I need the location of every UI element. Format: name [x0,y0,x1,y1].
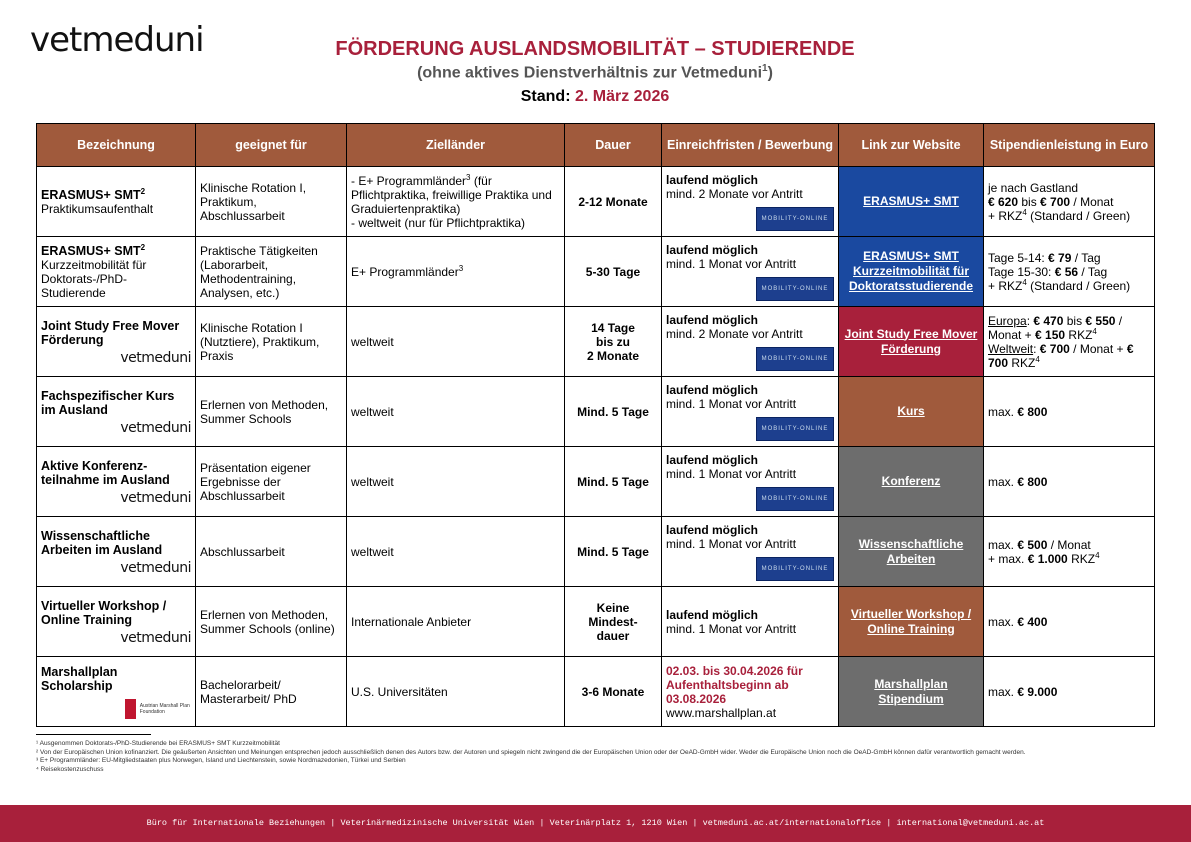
target-countries: E+ Programmländer$^3$ [347,237,565,307]
target-countries: weltweit [347,307,565,377]
target-countries: Internationale Anbieter [347,587,565,657]
target-countries: U.S. Universitäten [347,657,565,727]
website-link-cell [839,657,984,727]
table-row [37,657,1155,727]
table-row [37,307,1155,377]
website-link-cell [839,587,984,657]
footnote: ¹ Ausgenommen Doktorats-/PhD-Studierende bei ERASMUS+ SMT Kurzzeitmobilität [36,740,280,747]
suitable-for: Praktische Tätigkeiten (Laborarbeit, Methodentraining, Analysen, etc.) [196,237,347,307]
duration: Mind. 5 Tage [565,447,662,517]
link-erasmus-smt[interactable]: ERASMUS+ SMT [839,167,983,236]
website-link-cell [839,377,984,447]
stipend: je nach Gastland € 620 bis € 700 / Monat + $RKZ^4$ (Standard / Green) [984,167,1155,237]
deadline: laufend möglich mind. 1 Monat vor Antritt MOBILITY-ONLINE [662,237,839,307]
link-virtueller-workshop[interactable]: Virtueller Workshop / Online Training [839,587,983,656]
footnote: ⁴ Reisekostenzuschuss [36,765,104,773]
link-kurs[interactable]: Kurs [839,377,983,446]
website-link-cell [839,517,984,587]
link-erasmus-kurzzeit[interactable]: ERASMUS+ SMT Kurzzeitmobilität für Doktoratsstudierende [839,237,983,306]
target-countries: weltweit [347,377,565,447]
footnotes [36,740,1156,774]
header-bezeichnung: Bezeichnung [37,124,196,167]
duration: 14 Tage bis zu 2 Monate [565,307,662,377]
duration: Keine Mindest- dauer [565,587,662,657]
header-einreichfristen: Einreichfristen / Bewerbung [662,124,839,167]
duration: Mind. 5 Tage [565,377,662,447]
stipend: Tage 5-14: € 79 / Tag Tage 15-30: € 56 / Tag + $RKZ^4$ (Standard / Green) [984,237,1155,307]
header-link: Link zur Website [839,124,984,167]
marshall-plan-icon [125,699,136,719]
vetmeduni-mini-logo: vetmeduni [120,349,191,366]
duration: 3-6 Monate [565,657,662,727]
mobility-online-button[interactable]: MOBILITY-ONLINE [756,417,834,441]
page-title: FÖRDERUNG AUSLANDSMOBILITÄT – STUDIERENDE [335,38,855,60]
stipend: max. € 800 [984,377,1155,447]
program-name: ERASMUS+ $SMT^2$ Praktikumsaufenthalt [37,167,196,237]
vetmeduni-logo: vetmeduni [30,20,204,60]
stipend: Europa: € 470 bis € 550 / Monat + € 150 RKZ$^4$ Weltweit: € 700 / Monat + € 700 RKZ$^4$ [984,307,1155,377]
mobility-online-button[interactable]: MOBILITY-ONLINE [756,557,834,581]
deadline: 02.03. bis 30.04.2026 für Aufenthaltsbeginn ab 03.08.2026 www.marshallplan.at [662,657,839,727]
footnote: ² Von der Europäischen Union kofinanziert. Die geäußerten Ansichten und Meinungen entsprechen jedoch ausschließlich denen des Autors bzw. der Autoren und spiegeln nicht zwingend die der Europäischen Union oder der OeAD-GmbH wider. Weder die Europäische Union noch die OeAD-GmbH können dafür verantwortlich gemacht werden. [36,748,1026,756]
website-link-cell [839,447,984,517]
duration: Mind. 5 Tage [565,517,662,587]
vetmeduni-mini-logo: vetmeduni [120,559,191,576]
stipend: max. € 500 / Monat + max. € 1.000 RKZ$^4$ [984,517,1155,587]
table-row [37,587,1155,657]
footnote: ³ E+ Programmländer: EU-Mitgliedstaaten plus Norwegen, Island und Liechtenstein, sowie Nordmazedonien, Türkei und Serbien [36,757,406,764]
table-row [37,447,1155,517]
program-name: Wissenschaftliche Arbeiten im Ausland vetmeduni [37,517,196,587]
mobility-online-button[interactable]: MOBILITY-ONLINE [756,347,834,371]
program-name: Fachspezifischer Kurs im Ausland vetmeduni [37,377,196,447]
header-geeignet: geeignet für [196,124,347,167]
suitable-for: Erlernen von Methoden, Summer Schools (online) [196,587,347,657]
mobility-online-button[interactable]: MOBILITY-ONLINE [756,487,834,511]
deadline: laufend möglich mind. 1 Monat vor Antritt MOBILITY-ONLINE [662,447,839,517]
table-header-row [37,124,1155,167]
target-countries: - E+ Programmländer$^3$ (für Pflichtpraktika, freiwillige Praktika und Graduiertenpraktika) - weltweit (nur für Pflichtpraktika) [347,167,565,237]
duration: 2-12 Monate [565,167,662,237]
table-row [37,517,1155,587]
header-dauer: Dauer [565,124,662,167]
table-row [37,237,1155,307]
marshallplan-url[interactable]: www.marshallplan.at [666,705,777,720]
deadline: laufend möglich mind. 1 Monat vor Antritt MOBILITY-ONLINE [662,517,839,587]
deadline: laufend möglich mind. 2 Monate vor Antritt MOBILITY-ONLINE [662,167,839,237]
website-link-cell [839,167,984,237]
vetmeduni-mini-logo: vetmeduni [120,419,191,436]
program-name: Aktive Konferenz-teilnahme im Ausland vetmeduni [37,447,196,517]
deadline: laufend möglich mind. 1 Monat vor Antritt [662,587,839,657]
mobility-online-button[interactable]: MOBILITY-ONLINE [756,207,834,231]
vetmeduni-mini-logo: vetmeduni [120,489,191,506]
target-countries: weltweit [347,517,565,587]
stipend: max. € 400 [984,587,1155,657]
link-joint-study[interactable]: Joint Study Free Mover Förderung [839,307,983,376]
vetmeduni-mini-logo: vetmeduni [120,629,191,646]
stipend: max. € 800 [984,447,1155,517]
header-stipendium: Stipendienleistung in Euro [984,124,1155,167]
program-name: ERASMUS+ $SMT^2$ Kurzzeitmobilität für Doktorats-/PhD-Studierende [37,237,196,307]
marshall-plan-logo: Austrian Marshall Plan Foundation [125,699,191,719]
suitable-for: Klinische Rotation I (Nutztiere), Praktikum, Praxis [196,307,347,377]
stand-date: Stand: 2. März 2026 [520,88,670,105]
deadline: laufend möglich mind. 1 Monat vor Antritt MOBILITY-ONLINE [662,377,839,447]
stipend: max. € 9.000 [984,657,1155,727]
program-name: Joint Study Free Mover Förderung vetmeduni [37,307,196,377]
header-ziellaender: Zielländer [347,124,565,167]
website-link-cell [839,307,984,377]
suitable-for: Klinische Rotation I, Praktikum, Abschlussarbeit [196,167,347,237]
duration: 5-30 Tage [565,237,662,307]
mobility-online-button[interactable]: MOBILITY-ONLINE [756,277,834,301]
program-name: Marshallplan Scholarship Austrian Marshall Plan Foundation [37,657,196,727]
link-wissenschaftliche-arbeiten[interactable]: Wissenschaftliche Arbeiten [839,517,983,586]
deadline: laufend möglich mind. 2 Monate vor Antritt MOBILITY-ONLINE [662,307,839,377]
program-name: Virtueller Workshop / Online Training vetmeduni [37,587,196,657]
footer-bar: Büro für Internationale Beziehungen | Veterinärmedizinische Universität Wien | Veterinärplatz 1, 1210 Wien | vetmeduni.ac.at/internationaloffice | international@vetmeduni.ac.at [0,805,1191,842]
page-subtitle: (ohne aktives Dienstverhältnis zur Vetmeduni$^1$) [417,63,773,82]
suitable-for: Bachelorarbeit/ Masterarbeit/ PhD [196,657,347,727]
table-row [37,167,1155,237]
funding-table [36,123,1155,727]
target-countries: weltweit [347,447,565,517]
suitable-for: Erlernen von Methoden, Summer Schools [196,377,347,447]
table-row [37,377,1155,447]
link-marshallplan[interactable]: Marshallplan Stipendium [839,657,983,726]
footnote-divider [36,734,151,735]
link-konferenz[interactable]: Konferenz [839,447,983,516]
suitable-for: Abschlussarbeit [196,517,347,587]
website-link-cell [839,237,984,307]
suitable-for: Präsentation eigener Ergebnisse der Abschlussarbeit [196,447,347,517]
